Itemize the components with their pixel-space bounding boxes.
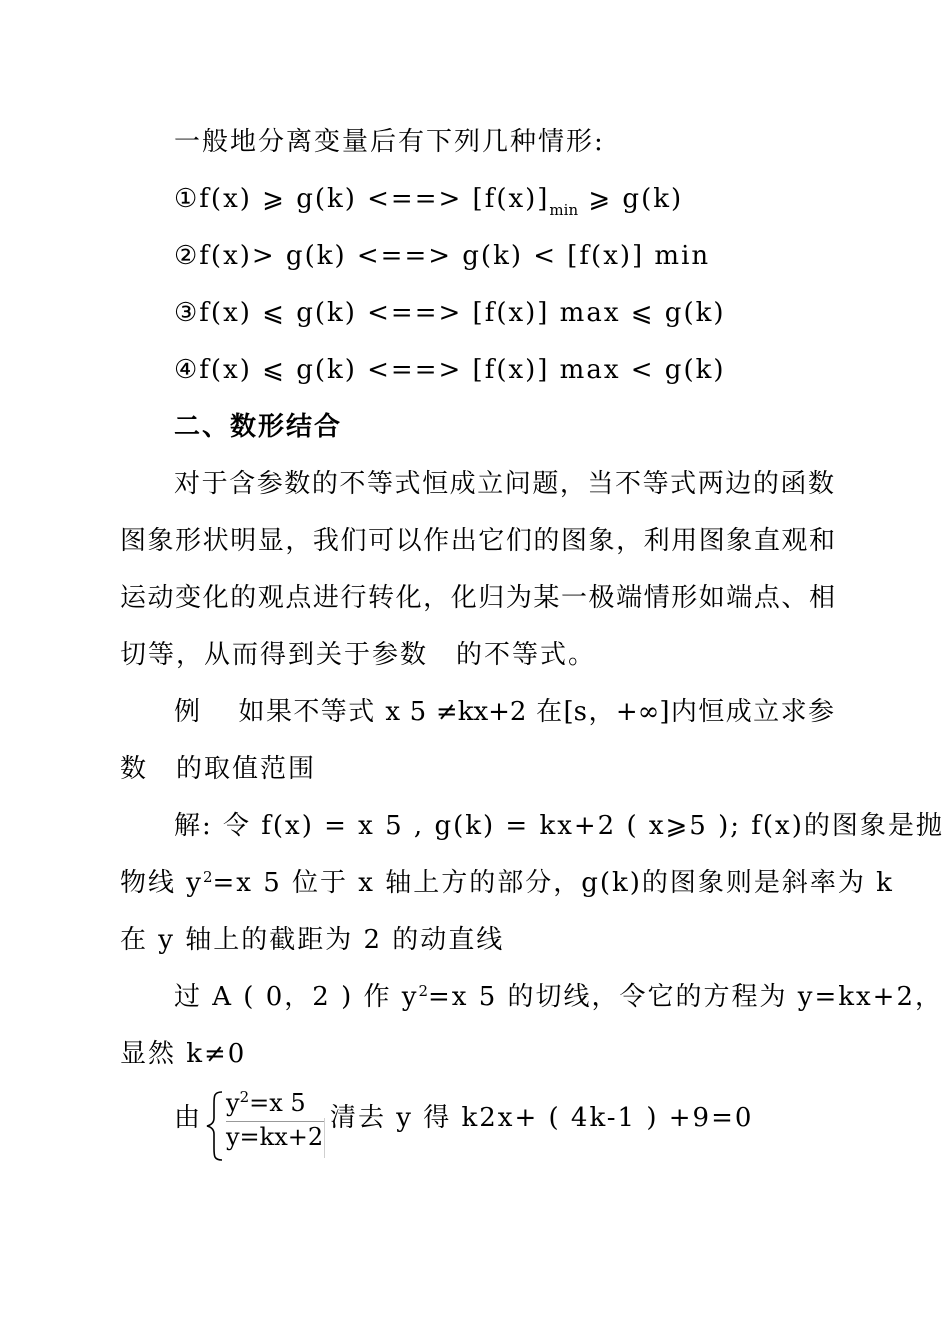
system-lead: 由	[174, 1103, 201, 1133]
solution-line: 物线 $y^2=x$ 5 位于 x 轴上方的部分，g(k)的图象则是斜率为 k	[120, 868, 894, 898]
tangent-line: 显然 k≠0	[120, 1039, 247, 1069]
section-heading: 二、数形结合	[174, 412, 343, 442]
example-line: 数 的取值范围	[120, 754, 317, 784]
paragraph-line: 切等，从而得到关于参数 的不等式。	[120, 640, 597, 670]
frame-edge	[324, 1118, 325, 1158]
intro-line: 一般地分离变量后有下列几种情形:	[174, 127, 605, 157]
paragraph-line: 运动变化的观点进行转化，化归为某一极端情形如端点、相	[120, 583, 835, 613]
equation-1: $y^2=x$ 5	[226, 1088, 306, 1117]
case-1-line: ①f(x) ⩾ g(k) <==> $[f(x)]_{min}$ ⩾ g(k)	[174, 184, 684, 219]
equation-system	[174, 1090, 854, 1160]
equation-2: y=kx+2	[226, 1123, 324, 1151]
solution-line: 解: 令 f(x) = x 5 , g(k) = kx+2 ( x⩾5 ); f(x)的图象是抛	[174, 811, 944, 841]
paragraph-line: 对于含参数的不等式恒成立问题，当不等式两边的函数	[174, 469, 834, 499]
solution-line: 在 y 轴上的截距为 2 的动直线	[120, 925, 505, 955]
paragraph-line: 图象形状明显，我们可以作出它们的图象，利用图象直观和	[120, 526, 835, 556]
superscript-2: 2	[418, 982, 428, 1000]
case-4-line: ④f(x) ⩽ g(k) <==> [f(x)] max < g(k)	[174, 355, 726, 385]
case-3-line: ③f(x) ⩽ g(k) <==> [f(x)] max ⩽ g(k)	[174, 298, 726, 328]
case-2-line: ②f(x)> g(k) <==> g(k) < [f(x)] min	[174, 241, 711, 271]
elimination-result: 清去 y 得 k2x+ ( 4k-1 ) +9=0	[330, 1103, 754, 1133]
superscript-2: 2	[202, 868, 213, 886]
example-line: 例 如果不等式 x 5 ≠kx+2 在[s，+∞]内恒成立求参	[174, 697, 834, 727]
subscript-min: min	[549, 201, 579, 219]
left-brace-icon	[204, 1090, 226, 1162]
tangent-line: 过 A ( 0，2 ) 作 $y^2=x$ 5 的切线，令它的方程为 y=kx+2，	[174, 982, 943, 1012]
